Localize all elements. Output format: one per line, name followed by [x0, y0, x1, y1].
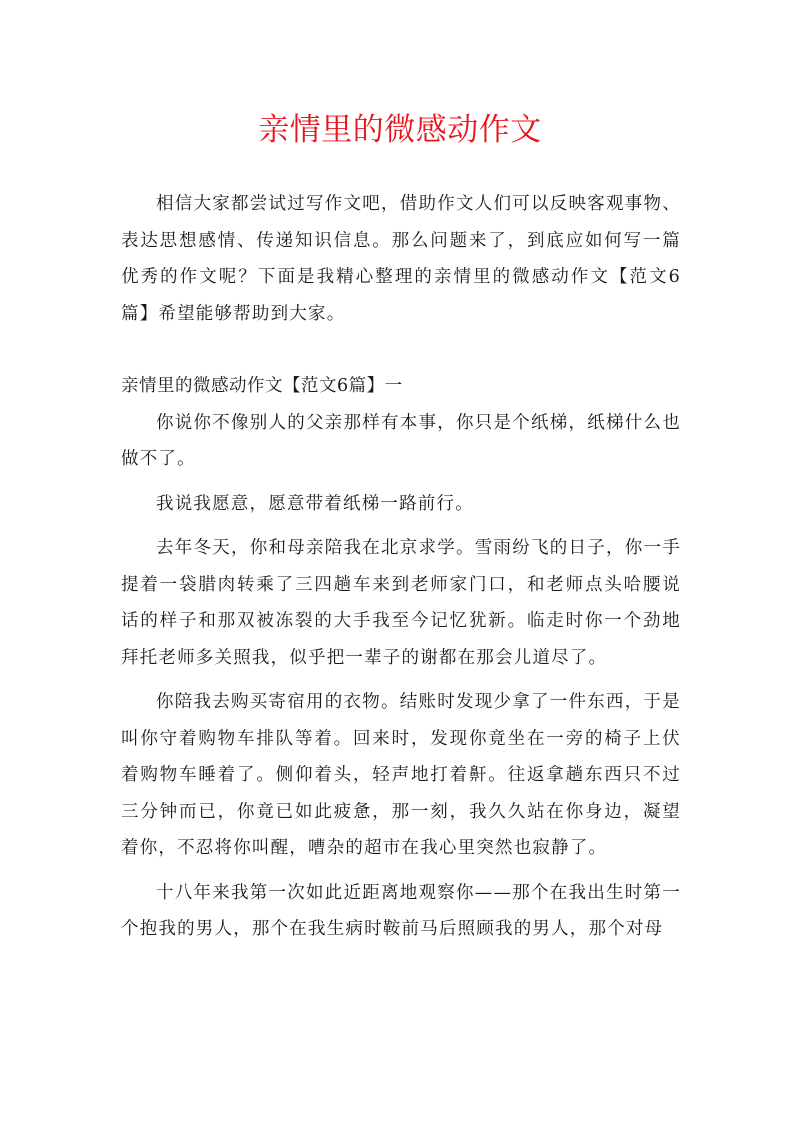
body-paragraph: 你说你不像别人的父亲那样有本事，你只是个纸梯，纸梯什么也做不了。	[121, 412, 681, 469]
body-paragraph: 十八年来我第一次如此近距离地观察你——那个在我出生时第一个抱我的男人，那个在我生病时鞍前马后照顾我的男人，那个对母	[121, 882, 681, 939]
document-body	[121, 186, 681, 948]
document-title: 亲情里的微感动作文	[258, 112, 542, 148]
body-paragraph: 你陪我去购买寄宿用的衣物。结账时发现少拿了一件东西，于是叫你守着购物车排队等着。回来时，发现你竟坐在一旁的椅子上伏着购物车睡着了。侧仰着头，轻声地打着鼾。往返拿趟东西只不过三分钟而已，你竟已如此疲惫，那一刻，我久久站在你身边，凝望着你，不忍将你叫醒，嘈杂的超市在我心里突然也寂静了。	[121, 692, 681, 858]
body-paragraph: 去年冬天，你和母亲陪我在北京求学。雪雨纷飞的日子，你一手提着一袋腊肉转乘了三四趟车来到老师家门口，和老师点头哈腰说话的样子和那双被冻裂的大手我至今记忆犹新。临走时你一个劲地拜托老师多关照我，似乎把一辈子的谢都在那会儿道尽了。	[121, 538, 681, 668]
section-heading: 亲情里的微感动作文【范文6篇】一	[121, 376, 403, 396]
intro-paragraph: 相信大家都尝试过写作文吧，借助作文人们可以反映客观事物、表达思想感情、传递知识信息。那么问题来了，到底应如何写一篇优秀的作文呢？下面是我精心整理的亲情里的微感动作文【范文6篇】希望能够帮助到大家。	[121, 194, 681, 324]
body-paragraph: 我说我愿意，愿意带着纸梯一路前行。	[156, 493, 474, 514]
